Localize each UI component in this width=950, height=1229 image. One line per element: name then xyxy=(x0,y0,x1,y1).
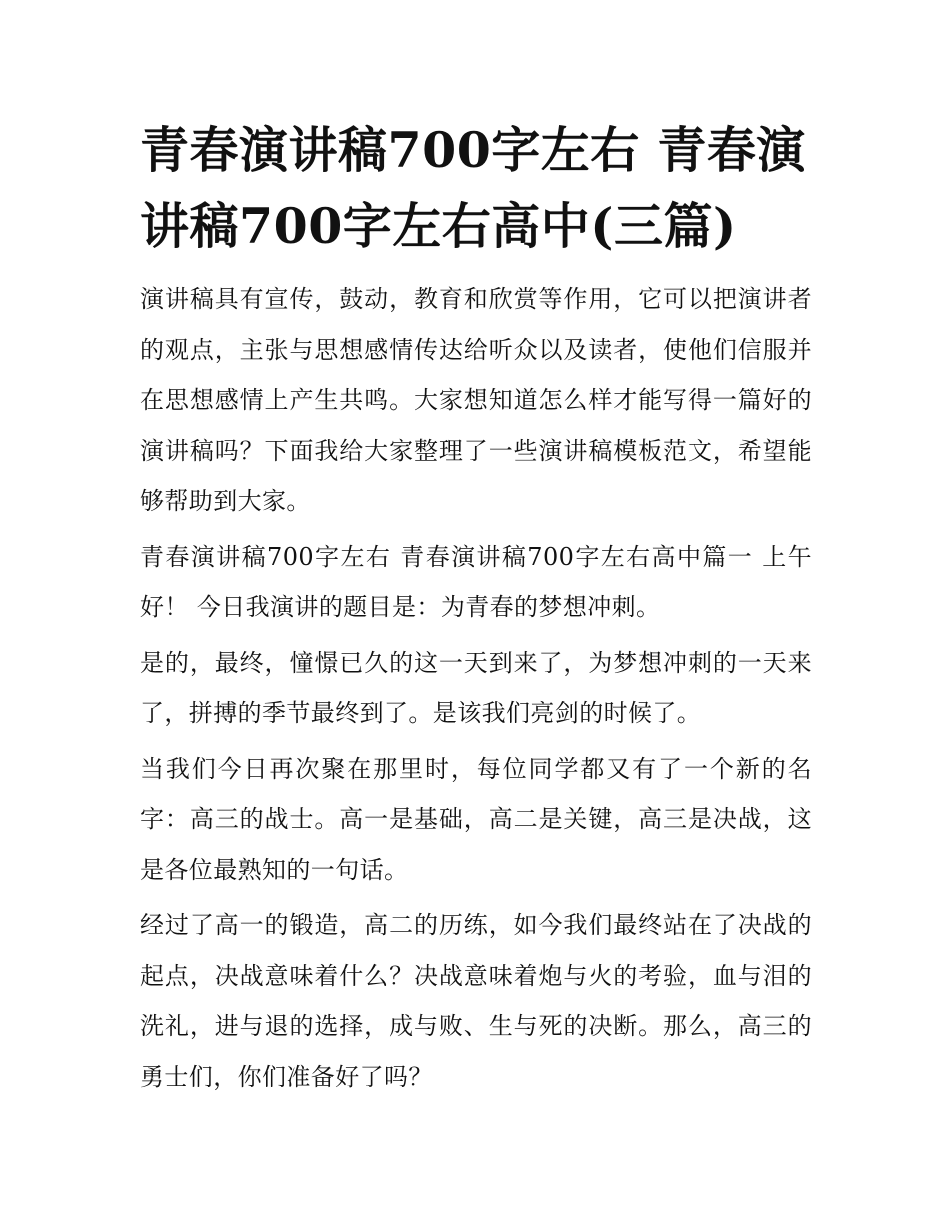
paragraph-greeting: 青春演讲稿700字左右 青春演讲稿700字左右高中篇一 上午好！ 今日我演讲的题目是：为青春的梦想冲刺。 xyxy=(140,542,812,621)
paragraph-day-arrived: 是的，最终，憧憬已久的这一天到来了，为梦想冲刺的一天来了，拼搏的季节最终到了。是该我们亮剑的时候了。 xyxy=(140,648,812,727)
paragraph-intro: 演讲稿具有宣传，鼓动，教育和欣赏等作用，它可以把演讲者的观点，主张与思想感情传达给听众以及读者，使他们信服并在思想感情上产生共鸣。大家想知道怎么样才能写得一篇好的演讲稿吗？下面我给大家整理了一些演讲稿模板范文，希望能够帮助到大家。 xyxy=(140,285,812,515)
paragraph-senior-warriors: 当我们今日再次聚在那里时，每位同学都又有了一个新的名字：高三的战士。高一是基础，高二是关键，高三是决战，这是各位最熟知的一句话。 xyxy=(140,754,812,884)
document-title: 青春演讲稿700字左右 青春演讲稿700字左右高中(三篇) xyxy=(140,121,806,255)
document-body xyxy=(140,112,812,1102)
paragraph-decisive-battle: 经过了高一的锻造，高二的历练，如今我们最终站在了决战的起点，决战意味着什么？决战意味着炮与火的考验，血与泪的洗礼，进与退的选择，成与败、生与死的决断。那么，高三的勇士们，你们准备好了吗？ xyxy=(140,911,812,1091)
